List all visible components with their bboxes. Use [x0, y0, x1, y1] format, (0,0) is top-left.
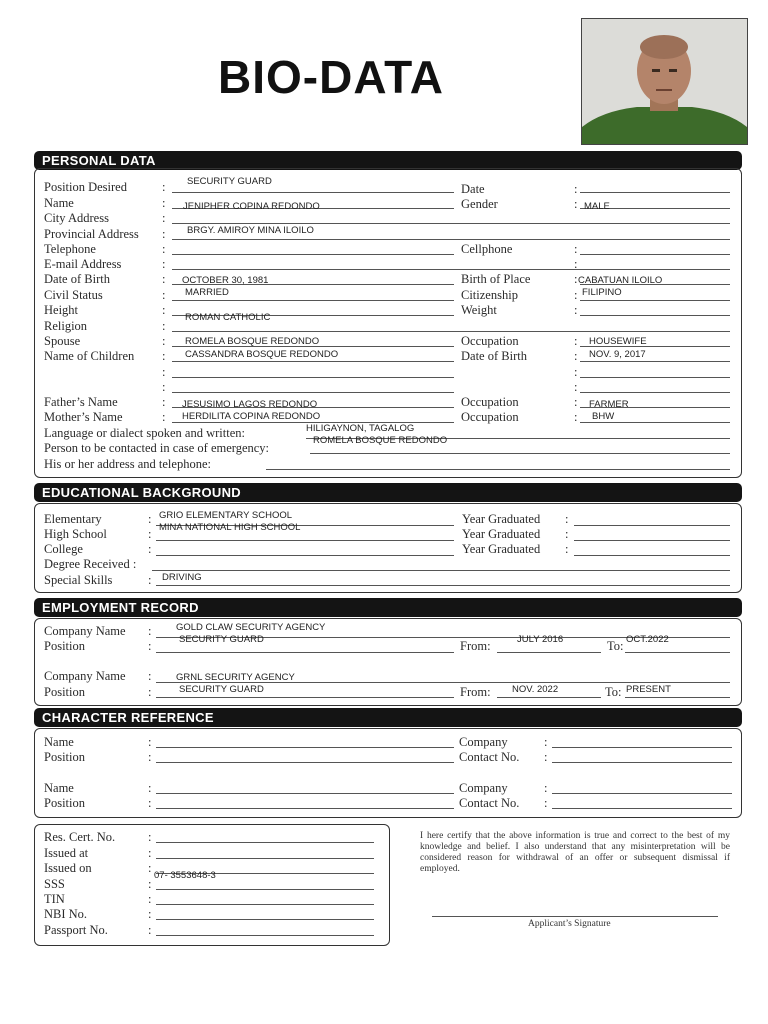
colon: : — [148, 669, 152, 683]
colon: : — [544, 735, 548, 749]
colon: : — [574, 395, 578, 409]
label-religion: Religion — [44, 319, 88, 333]
field-line — [552, 762, 732, 763]
colon: : — [162, 180, 166, 194]
signature-line[interactable] — [432, 916, 718, 917]
colon: : — [148, 624, 152, 638]
colon: : — [148, 923, 152, 937]
value-position-desired[interactable]: SECURITY GUARD — [187, 176, 272, 187]
label-mother: Mother’s Name — [44, 410, 123, 424]
colon: : — [162, 395, 166, 409]
value-civil-status[interactable]: MARRIED — [185, 287, 229, 298]
label-position-1: Position — [44, 639, 85, 653]
label-to-1: To: — [607, 639, 624, 653]
colon: : — [148, 861, 152, 875]
colon: : — [162, 196, 166, 210]
value-language[interactable]: HILIGAYNON, TAGALOG — [306, 423, 415, 434]
field-line — [580, 192, 730, 193]
value-company-2[interactable]: GRNL SECURITY AGENCY — [176, 672, 295, 683]
label-ref-position-1: Position — [44, 750, 85, 764]
colon: : — [148, 542, 152, 556]
value-to-2[interactable]: PRESENT — [626, 684, 671, 695]
colon: : — [574, 182, 578, 196]
field-line — [552, 747, 732, 748]
field-line — [156, 793, 454, 794]
value-mother[interactable]: HERDILITA COPINA REDONDO — [182, 411, 321, 422]
page-title: BIO-DATA — [218, 51, 445, 103]
colon: : — [574, 272, 578, 286]
label-tin: TIN — [44, 892, 65, 906]
label-name: Name — [44, 196, 74, 210]
value-emergency[interactable]: ROMELA BOSQUE REDONDO — [313, 435, 448, 446]
label-provincial-address: Provincial Address — [44, 227, 139, 241]
colon: : — [565, 542, 569, 556]
colon: : — [148, 892, 152, 906]
label-passport: Passport No. — [44, 923, 108, 937]
value-father[interactable]: JESUSIMO LAGOS REDONDO — [182, 399, 318, 410]
field-line — [156, 652, 454, 653]
colon: : — [148, 796, 152, 810]
label-spouse-occupation: Occupation — [461, 334, 519, 348]
colon: : — [574, 334, 578, 348]
colon: : — [148, 527, 152, 541]
label-year-graduated-1: Year Graduated — [462, 512, 541, 526]
value-skills[interactable]: DRIVING — [162, 572, 202, 583]
label-city-address: City Address — [44, 211, 109, 225]
person-photo-icon — [582, 19, 747, 144]
colon: : — [148, 573, 152, 587]
label-civil-status: Civil Status — [44, 288, 103, 302]
label-ref-name-2: Name — [44, 781, 74, 795]
field-line — [574, 525, 730, 526]
section-header-education: EDUCATIONAL BACKGROUND — [34, 483, 742, 502]
value-child-dob[interactable]: NOV. 9, 2017 — [589, 349, 646, 360]
value-gender[interactable]: MALE — [584, 201, 610, 212]
colon: : — [148, 735, 152, 749]
label-height: Height — [44, 303, 79, 317]
colon: : — [574, 303, 578, 317]
colon: : — [162, 211, 166, 225]
value-sss[interactable]: 07- 3553648-3 — [154, 870, 216, 881]
label-ref-company-1: Company — [459, 735, 508, 749]
field-line — [552, 808, 732, 809]
label-position-2: Position — [44, 685, 85, 699]
colon: : — [148, 877, 152, 891]
certification-text: I here certify that the above information is true and correct to the best of my knowledge and belief. I also understand that any misinterpretation will be considered reason for withdrawal of an offer or subsequent dismissal if employed. — [420, 831, 730, 874]
value-position-1[interactable]: SECURITY GUARD — [179, 634, 264, 645]
applicant-photo — [581, 18, 748, 145]
label-telephone: Telephone — [44, 242, 96, 256]
field-line — [580, 361, 730, 362]
label-res-cert: Res. Cert. No. — [44, 830, 116, 844]
signature-label: Applicant’s Signature — [528, 919, 611, 929]
colon: : — [574, 349, 578, 363]
colon: : — [148, 907, 152, 921]
education-box — [34, 503, 742, 593]
value-spouse-occupation[interactable]: HOUSEWIFE — [589, 336, 647, 347]
label-citizenship: Citizenship — [461, 288, 518, 302]
label-date: Date — [461, 182, 485, 196]
field-line — [580, 315, 730, 316]
field-line — [156, 585, 730, 586]
colon: : — [574, 365, 578, 379]
colon: : — [162, 380, 166, 394]
label-dob: Date of Birth — [44, 272, 110, 286]
field-line — [574, 555, 730, 556]
colon: : — [148, 781, 152, 795]
label-father: Father’s Name — [44, 395, 118, 409]
field-line — [156, 540, 454, 541]
label-nbi: NBI No. — [44, 907, 88, 921]
colon: : — [544, 781, 548, 795]
colon: : — [162, 303, 166, 317]
colon: : — [148, 639, 152, 653]
field-line — [580, 377, 730, 378]
field-line — [580, 254, 730, 255]
value-birth-place[interactable]: CABATUAN ILOILO — [578, 275, 663, 286]
field-line — [266, 469, 730, 470]
colon: : — [574, 197, 578, 211]
field-line — [152, 570, 730, 571]
label-position-desired: Position Desired — [44, 180, 127, 194]
field-line — [156, 762, 454, 763]
field-line — [156, 919, 374, 920]
field-line — [156, 858, 374, 859]
colon: : — [148, 685, 152, 699]
value-father-occupation[interactable]: FARMER — [589, 399, 629, 410]
label-gender: Gender — [461, 197, 498, 211]
label-from-1: From: — [460, 639, 491, 653]
label-issued-at: Issued at — [44, 846, 89, 860]
label-college: College — [44, 542, 83, 556]
colon: : — [148, 830, 152, 844]
colon: : — [162, 349, 166, 363]
field-line — [580, 300, 730, 301]
field-line — [497, 652, 601, 653]
label-company-name-1: Company Name — [44, 624, 126, 638]
value-provincial-address[interactable]: BRGY. AMIROY MINA ILOILO — [187, 225, 314, 236]
field-line — [156, 889, 374, 890]
colon: : — [162, 334, 166, 348]
colon: : — [574, 257, 578, 271]
colon: : — [148, 750, 152, 764]
field-line — [156, 697, 454, 698]
field-line — [172, 300, 454, 301]
value-religion[interactable]: ROMAN CATHOLIC — [185, 312, 271, 323]
field-line — [310, 453, 730, 454]
label-ref-company-2: Company — [459, 781, 508, 795]
field-line — [172, 192, 454, 193]
label-year-graduated-2: Year Graduated — [462, 527, 541, 541]
label-father-occupation: Occupation — [461, 395, 519, 409]
colon: : — [162, 257, 166, 271]
label-child-dob: Date of Birth — [461, 349, 527, 363]
value-from-1[interactable]: JULY 2016 — [517, 634, 564, 645]
colon: : — [162, 365, 166, 379]
field-line — [625, 697, 730, 698]
value-to-1[interactable]: OCT.2022 — [626, 634, 669, 645]
label-spouse: Spouse — [44, 334, 81, 348]
label-sss: SSS — [44, 877, 65, 891]
field-line — [172, 392, 454, 393]
value-company-1[interactable]: GOLD CLAW SECURITY AGENCY — [176, 622, 326, 633]
label-degree: Degree Received : — [44, 557, 137, 571]
value-dob[interactable]: OCTOBER 30, 1981 — [182, 275, 269, 286]
field-line — [497, 697, 601, 698]
colon: : — [162, 288, 166, 302]
value-child[interactable]: CASSANDRA BOSQUE REDONDO — [185, 349, 339, 360]
colon: : — [565, 512, 569, 526]
field-line — [156, 555, 454, 556]
field-line — [574, 540, 730, 541]
colon: : — [574, 380, 578, 394]
field-line — [156, 842, 374, 843]
colon: : — [162, 319, 166, 333]
value-position-2[interactable]: SECURITY GUARD — [179, 684, 264, 695]
section-header-personal: PERSONAL DATA — [34, 151, 742, 170]
section-header-employment: EMPLOYMENT RECORD — [34, 598, 742, 617]
label-weight: Weight — [461, 303, 497, 317]
label-cellphone: Cellphone — [461, 242, 513, 256]
colon: : — [162, 242, 166, 256]
colon: : — [544, 796, 548, 810]
field-line — [580, 422, 730, 423]
value-name[interactable]: JENIPHER COPINA REDONDO — [183, 201, 320, 212]
label-language: Language or dialect spoken and written: — [44, 426, 245, 440]
section-header-character: CHARACTER REFERENCE — [34, 708, 742, 727]
value-mother-occupation[interactable]: BHW — [592, 411, 615, 422]
colon: : — [574, 410, 578, 424]
field-line — [172, 377, 454, 378]
value-spouse[interactable]: ROMELA BOSQUE REDONDO — [185, 336, 320, 347]
colon: : — [162, 272, 166, 286]
field-line — [172, 223, 730, 224]
label-company-name-2: Company Name — [44, 669, 126, 683]
label-ref-contact-2: Contact No. — [459, 796, 520, 810]
field-line — [156, 904, 374, 905]
label-emergency-address: His or her address and telephone: — [44, 457, 211, 471]
field-line — [156, 808, 454, 809]
field-line — [156, 935, 374, 936]
field-line — [172, 331, 730, 332]
colon: : — [574, 242, 578, 256]
character-box — [34, 728, 742, 818]
label-elementary: Elementary — [44, 512, 102, 526]
field-line — [552, 793, 732, 794]
label-high-school: High School — [44, 527, 107, 541]
colon: : — [544, 750, 548, 764]
field-line — [625, 652, 730, 653]
colon: : — [162, 410, 166, 424]
label-skills: Special Skills — [44, 573, 113, 587]
label-issued-on: Issued on — [44, 861, 92, 875]
value-high-school[interactable]: MINA NATIONAL HIGH SCHOOL — [159, 522, 301, 533]
label-ref-name-1: Name — [44, 735, 74, 749]
field-line — [172, 239, 730, 240]
colon: : — [148, 846, 152, 860]
colon: : — [565, 527, 569, 541]
label-year-graduated-3: Year Graduated — [462, 542, 541, 556]
value-citizenship[interactable]: FILIPINO — [582, 287, 622, 298]
label-ref-contact-1: Contact No. — [459, 750, 520, 764]
value-from-2[interactable]: NOV. 2022 — [512, 684, 559, 695]
label-children: Name of Children — [44, 349, 135, 363]
field-line — [580, 392, 730, 393]
colon: : — [148, 512, 152, 526]
field-line — [172, 254, 454, 255]
label-mother-occupation: Occupation — [461, 410, 519, 424]
label-from-2: From: — [460, 685, 491, 699]
colon: : — [162, 227, 166, 241]
field-line — [156, 747, 454, 748]
colon: : — [574, 288, 578, 302]
value-elementary[interactable]: GRIO ELEMENTARY SCHOOL — [159, 510, 293, 521]
field-line — [172, 361, 454, 362]
label-email: E-mail Address — [44, 257, 122, 271]
field-line — [172, 269, 730, 270]
label-birth-place: Birth of Place — [461, 272, 531, 286]
label-ref-position-2: Position — [44, 796, 85, 810]
label-to-2: To: — [605, 685, 622, 699]
label-emergency: Person to be contacted in case of emergency: — [44, 441, 270, 455]
